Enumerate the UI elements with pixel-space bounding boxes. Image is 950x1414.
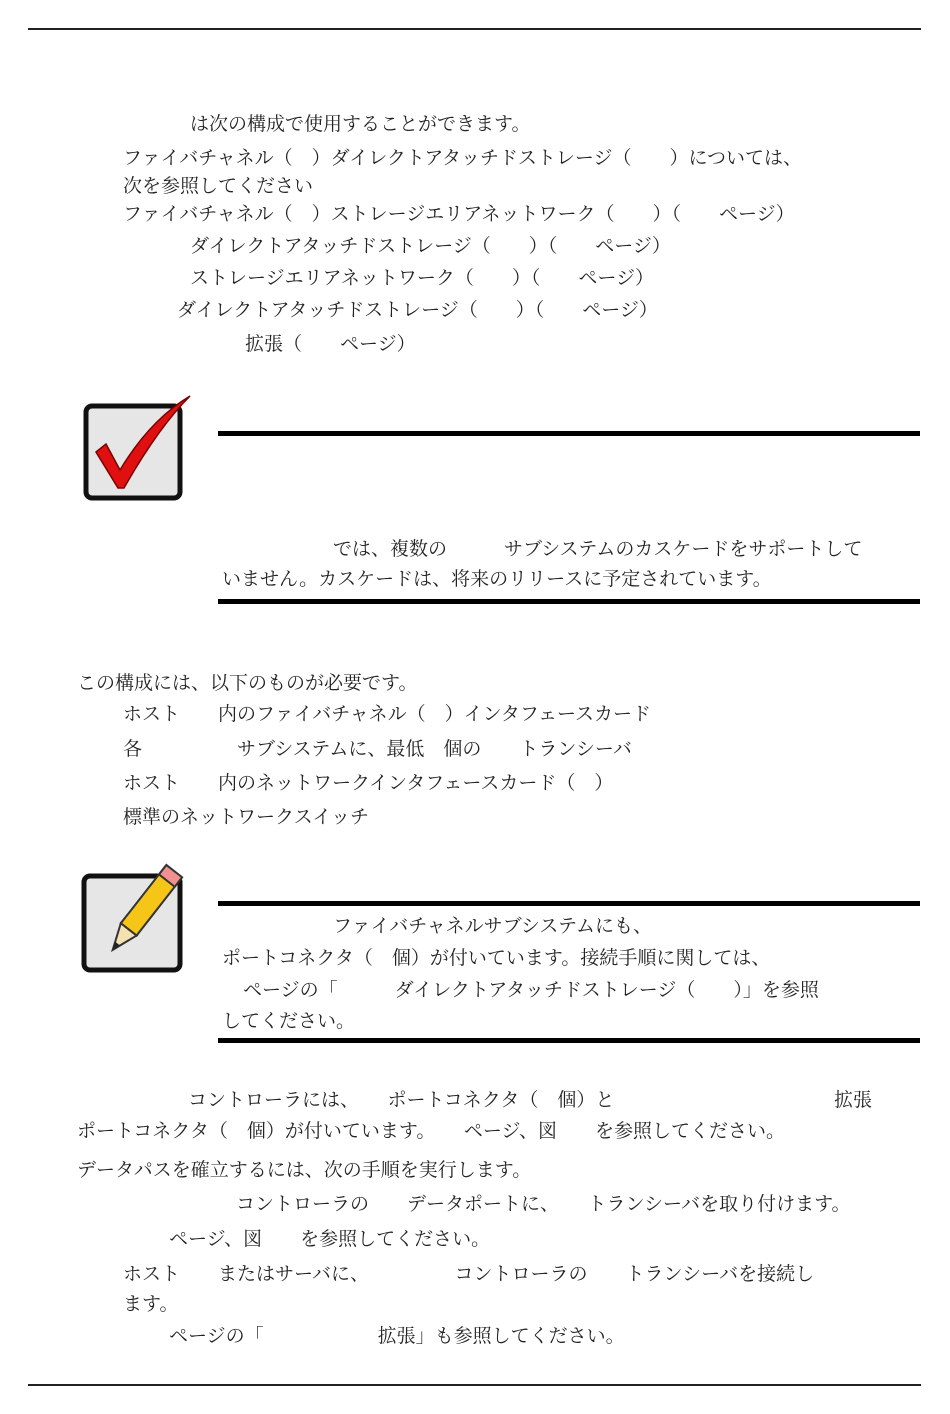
controller-line-1-expansion: 拡張 <box>834 1089 873 1111</box>
note-pencil-line-2: ポートコネクタ（ 個）が付いています。接続手順に関しては、 <box>222 947 771 969</box>
note-pencil-line-1: ファイバチャネルサブシステムにも、 <box>333 915 653 937</box>
note-check-line-1: では、複数の サブシステムのカスケードをサポートして <box>333 538 863 560</box>
intro-lead: は次の構成で使用することができます。 <box>190 113 531 135</box>
step-1-ref: ページ、図 を参照してください。 <box>169 1228 491 1250</box>
intro-item-5: ダイレクトアタッチドストレージ（ ）（ ページ） <box>177 299 658 321</box>
intro-item-6: 拡張（ ページ） <box>245 333 416 355</box>
requirement-item-2: 各 サブシステムに、最低 個の トランシーバ <box>123 738 632 760</box>
pencil-icon <box>78 862 196 980</box>
step-1: コントローラの データポートに、 トランシーバを取り付けます。 <box>236 1193 851 1215</box>
footer-rule <box>28 1384 921 1386</box>
step-2-ref: ページの「 拡張」も参照してください。 <box>169 1325 625 1347</box>
controller-line-2: ポートコネクタ（ 個）が付いています。 ページ、図 を参照してください。 <box>77 1120 785 1142</box>
checkmark-icon <box>80 392 195 507</box>
requirement-item-3: ホスト 内のネットワークインタフェースカード（ ） <box>123 772 614 794</box>
intro-item-1-cont: 次を参照してください <box>123 175 314 197</box>
note-top-rule <box>218 431 920 436</box>
controller-line-1: コントローラには、 ポートコネクタ（ 個）と <box>188 1089 615 1111</box>
intro-item-2: ファイバチャネル（ ）ストレージエリアネットワーク（ ）（ ページ） <box>123 203 795 225</box>
note2-bottom-rule <box>218 1038 920 1043</box>
intro-item-1: ファイバチャネル（ ）ダイレクトアタッチドストレージ（ ）については、 <box>123 147 803 169</box>
requirement-item-4: 標準のネットワークスイッチ <box>123 806 370 828</box>
header-rule <box>28 28 921 30</box>
steps-lead: データパスを確立するには、次の手順を実行します。 <box>77 1159 532 1181</box>
note-pencil-line-3: ページの「 ダイレクトアタッチドストレージ（ ）」を参照 <box>243 979 819 1001</box>
step-2-cont: ます。 <box>123 1293 179 1315</box>
intro-item-4: ストレージエリアネットワーク（ ）（ ページ） <box>190 267 654 289</box>
note-check-line-2: いません。カスケードは、将来のリリースに予定されています。 <box>222 568 772 590</box>
intro-item-3: ダイレクトアタッチドストレージ（ ）（ ページ） <box>190 235 671 257</box>
step-2: ホスト またはサーバに、 コントローラの トランシーバを接続し <box>123 1263 815 1285</box>
note-pencil-line-4: してください。 <box>222 1010 356 1032</box>
requirement-item-1: ホスト 内のファイバチャネル（ ）インタフェースカード <box>123 703 652 725</box>
note-bottom-rule <box>218 599 920 604</box>
requirements-lead: この構成には、以下のものが必要です。 <box>77 672 418 694</box>
note2-top-rule <box>218 901 920 906</box>
